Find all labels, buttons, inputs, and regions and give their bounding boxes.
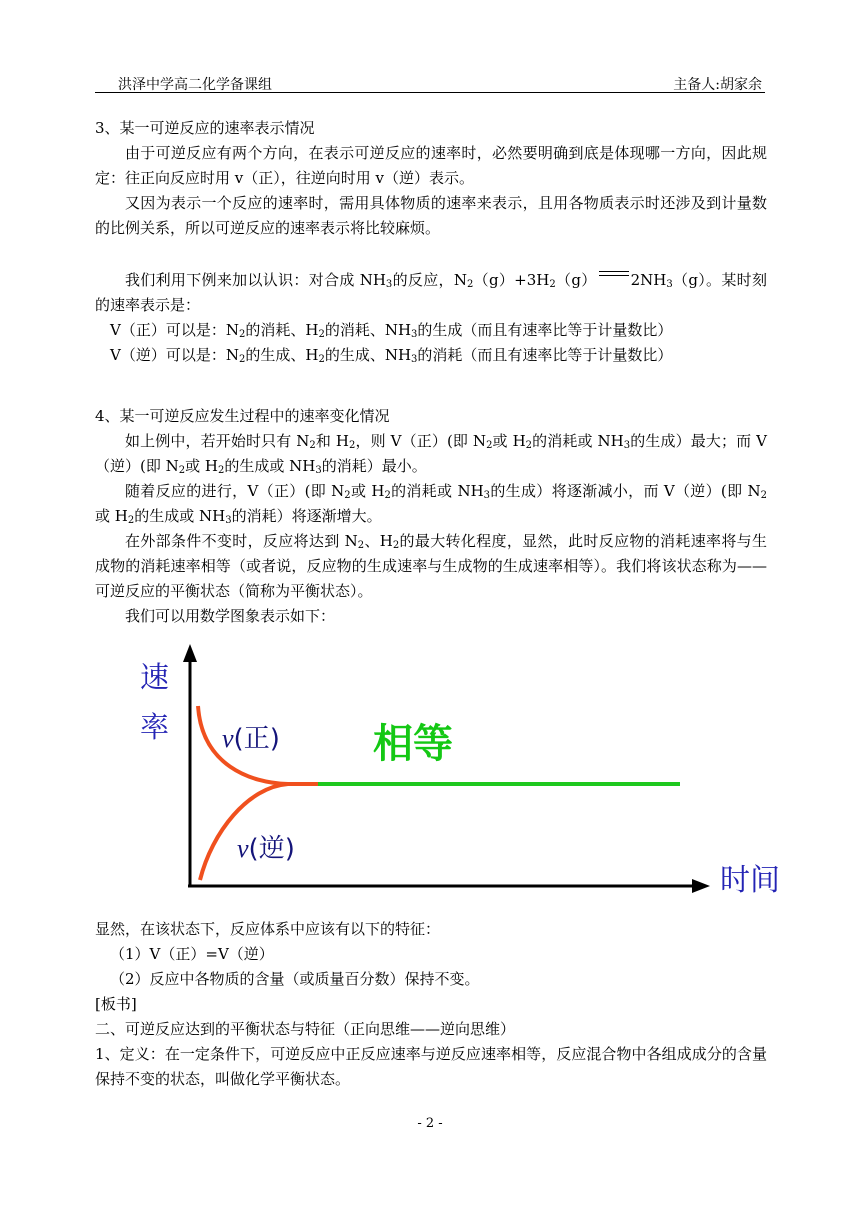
y-axis-label-1: 速 [140, 660, 170, 694]
v-reverse-line: V（逆）可以是：$N_2$的生成、$H_2$的生成、$NH_3$的消耗（而且有速率比等于计量数比） [110, 346, 673, 365]
section-3-title: 3、某一可逆反应的速率表示情况 [95, 119, 315, 137]
header-left: 洪泽中学高二化学备课组 [118, 77, 272, 93]
reverse-rate-label: v(逆) [237, 834, 295, 864]
section-4-paragraph-3: 在外部条件不变时，反应将达到 $N_2$、$H_2$的最大转化程度，显然，此时反应物的消耗速率将与生成物的消耗速率相等（或者说，反应物的生成速率与生成物的生成速率相等）。我们将该状态称为——可逆反应的平衡状态（简称为平衡状态）。 [95, 532, 767, 600]
x-axis-label: 时间 [720, 863, 780, 898]
feature-1: （1）V（正）=V（逆） [110, 945, 274, 963]
features-intro: 显然，在该状态下，反应体系中应该有以下的特征： [95, 920, 441, 938]
definition: 1、定义：在一定条件下，可逆反应中正反应速率与逆反应速率相等，反应混合物中各组成成分的含量保持不变的状态，叫做化学平衡状态。 [95, 1045, 767, 1088]
section-4-paragraph-1: 如上例中，若开始时只有 $N_2$和 $H_2$，则 V（正）(即 $N_2$或 $H_2$的消耗或 $NH_3$的生成）最大；而 V（逆）(即 $N_2$或 $H_2$的生成或 $NH_3$的消耗）最小。 [95, 432, 767, 476]
rate-time-chart [130, 640, 790, 900]
header-rule [95, 92, 765, 93]
forward-rate-label: v(正) [222, 724, 280, 754]
y-axis [183, 644, 197, 886]
page-number: - 2 - [417, 1116, 443, 1131]
section-3-example: 我们利用下例来加以认识：对合成 $NH_3$的反应，$N_2(g)+3H_2(g)$ $2NH_3(g)$。某时刻的速率表示是： [95, 271, 767, 314]
section-4-paragraph-4: 我们可以用数学图象表示如下： [125, 607, 336, 625]
v-forward-line: V（正）可以是：$N_2$的消耗、$H_2$的消耗、$NH_3$的生成（而且有速率比等于计量数比） [110, 321, 673, 340]
equilibrium-arrow-icon [597, 269, 631, 281]
blackboard-note: [板书] [95, 995, 137, 1013]
reverse-rate-curve [200, 784, 320, 880]
y-axis-arrow-icon [183, 644, 197, 662]
features-section [95, 917, 767, 1092]
y-axis-label-2: 率 [140, 710, 170, 744]
section-heading-2: 二、可逆反应达到的平衡状态与特征（正向思维——逆向思维） [95, 1020, 516, 1038]
feature-2: （2）反应中各物质的含量（或质量百分数）保持不变。 [110, 970, 480, 988]
header-right: 主备人:胡家余 [673, 77, 762, 93]
section-3-paragraph-1: 由于可逆反应有两个方向，在表示可逆反应的速率时，必然要明确到底是体现哪一方向，因此规定：往正向反应时用 v（正），往逆向时用 v（逆）表示。 [95, 144, 767, 187]
equal-label: 相等 [373, 721, 453, 767]
section-4 [95, 404, 767, 629]
section-4-paragraph-2: 随着反应的进行，V（正）(即 $N_2$或 $H_2$的消耗或 $NH_3$的生成）将逐渐减小，而 V（逆）(即 $N_2$或 $H_2$的生成或 $NH_3$的消耗）将逐渐增大。 [95, 482, 767, 526]
section-3 [95, 116, 767, 368]
x-axis-arrow-icon [692, 879, 710, 893]
section-4-title: 4、某一可逆反应发生过程中的速率变化情况 [95, 407, 390, 425]
section-3-paragraph-2: 又因为表示一个反应的速率时，需用具体物质的速率来表示，且用各物质表示时还涉及到计量数的比例关系，所以可逆反应的速率表示将比较麻烦。 [95, 194, 767, 237]
x-axis [188, 879, 710, 893]
